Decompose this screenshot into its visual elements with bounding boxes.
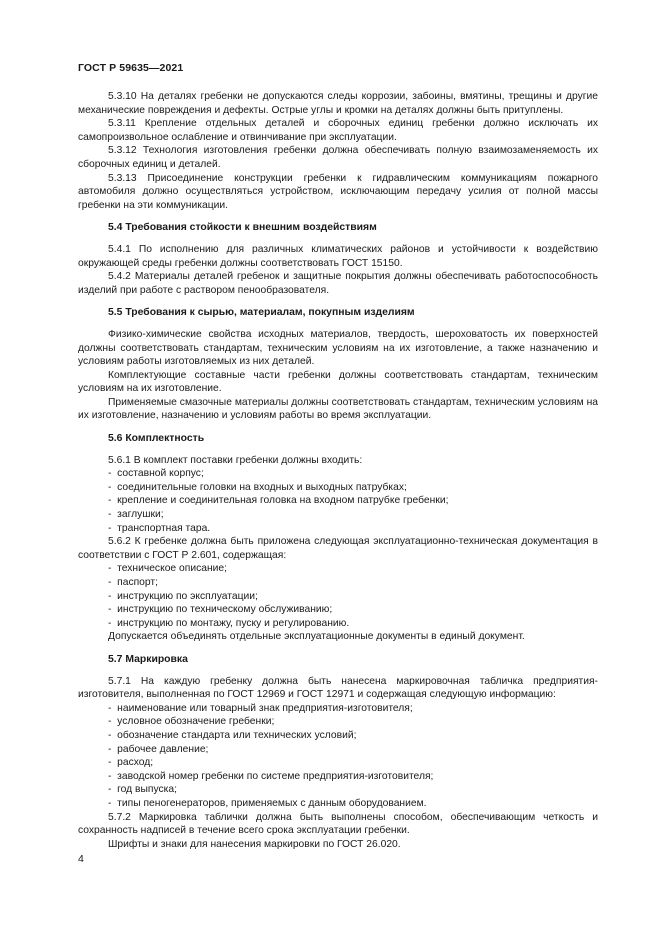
paragraph-5-5-b: Комплектующие составные части гребенки должны соответствовать стандартам, техническим условиям на их изготовление. xyxy=(78,369,598,395)
list-item: - заводской номер гребенки по системе предприятия-изготовителя; xyxy=(108,770,598,784)
paragraph-5-7-1: 5.7.1 На каждую гребенку должна быть нанесена маркировочная табличка предприятия-изготовителя, выполненная по ГОСТ 12969 и ГОСТ 12971 и содержащая следующую информацию: xyxy=(78,675,598,701)
paragraph-5-5-a: Физико-химические свойства исходных материалов, твердость, шероховатость их поверхностей должны соответствовать стандартам, техническим условиям на их изготовление, а также назначению и условиям работы изготовляемых из них деталей. xyxy=(78,328,598,368)
list-item: - год выпуска; xyxy=(108,783,598,797)
list-item: - транспортная тара. xyxy=(108,522,598,536)
list-item: - типы пеногенераторов, применяемых с данным оборудованием. xyxy=(108,797,598,811)
section-heading-5-5: 5.5 Требования к сырью, материалам, покупным изделиям xyxy=(108,307,415,319)
paragraph-5-4-2: 5.4.2 Материалы деталей гребенок и защитные покрытия должны обеспечивать работоспособность изделий при работе с раствором пенообразователя. xyxy=(78,271,598,296)
section-heading-5-6: 5.6 Комплектность xyxy=(108,433,205,445)
document-body xyxy=(78,90,598,851)
list-item: - рабочее давление; xyxy=(108,743,598,757)
page-number: 4 xyxy=(78,853,84,865)
paragraph-5-7-fonts: Шрифты и знаки для нанесения маркировки по ГОСТ 26.020. xyxy=(108,838,401,850)
list-item: - инструкцию по эксплуатации; xyxy=(108,590,598,604)
list-item: - расход; xyxy=(108,756,598,770)
paragraph-5-3-13: 5.3.13 Присоединение конструкции гребенки к гидравлическим коммуникациям пожарного автомобиля должно осуществляться устройством, исключающим передачу усилия от полной массы гребенки на эти коммуникации. xyxy=(78,172,598,211)
paragraph-5-3-10: 5.3.10 На деталях гребенки не допускаются следы коррозии, забоины, вмятины, трещины и другие механические повреждения и дефекты. Острые углы и кромки на деталях должны быть притуплены. xyxy=(78,91,598,116)
section-heading-5-4: 5.4 Требования стойкости к внешним воздействиям xyxy=(108,222,377,234)
paragraph-5-3-11: 5.3.11 Крепление отдельных деталей и сборочных единиц гребенки должно исключать их самопроизвольное ослабление и отвинчивание при эксплуатации. xyxy=(78,118,598,143)
paragraph-5-6-2: 5.6.2 К гребенке должна быть приложена следующая эксплуатационно-техническая документация в соответствии с ГОСТ Р 2.601, содержащая: xyxy=(78,536,598,561)
paragraph-5-5-c: Применяемые смазочные материалы должны соответствовать стандартам, техническим условиям на их изготовление, назначению и условиям работы во время эксплуатации. xyxy=(78,396,598,422)
paragraph-5-7-2: 5.7.2 Маркировка таблички должна быть выполнены способом, обеспечивающим четкость и сохранность надписей в течение всего срока эксплуатации гребенки. xyxy=(78,811,598,837)
list-item: - заглушки; xyxy=(108,508,598,522)
list-item: - инструкцию по монтажу, пуску и регулированию. xyxy=(108,617,598,631)
list-item: - паспорт; xyxy=(108,576,598,590)
paragraph-5-6-1: 5.6.1 В комплект поставки гребенки должны входить: xyxy=(108,454,363,466)
list-item: - наименование или товарный знак предприятия-изготовителя; xyxy=(108,702,598,716)
list-item: - техническое описание; xyxy=(108,562,598,576)
document-header: ГОСТ Р 59635—2021 xyxy=(78,62,184,74)
list-item: - обозначение стандарта или технических условий; xyxy=(108,729,598,743)
section-heading-5-7: 5.7 Маркировка xyxy=(108,653,188,665)
paragraph-5-6-note: Допускается объединять отдельные эксплуатационные документы в единый документ. xyxy=(108,631,525,643)
list-item: - условное обозначение гребенки; xyxy=(108,715,598,729)
list-item: - инструкцию по техническому обслуживанию; xyxy=(108,603,598,617)
list-item: - соединительные головки на входных и выходных патрубках; xyxy=(108,481,598,495)
list-item: - крепление и соединительная головка на входном патрубке гребенки; xyxy=(108,494,598,508)
list-item: - составной корпус; xyxy=(108,467,598,481)
paragraph-5-4-1: 5.4.1 По исполнению для различных климатических районов и устойчивости к воздействию окружающей среды гребенки должны соответствовать ГОСТ 15150. xyxy=(78,243,598,269)
paragraph-5-3-12: 5.3.12 Технология изготовления гребенки должна обеспечивать полную взаимозаменяемость их сборочных единиц и деталей. xyxy=(78,145,598,170)
